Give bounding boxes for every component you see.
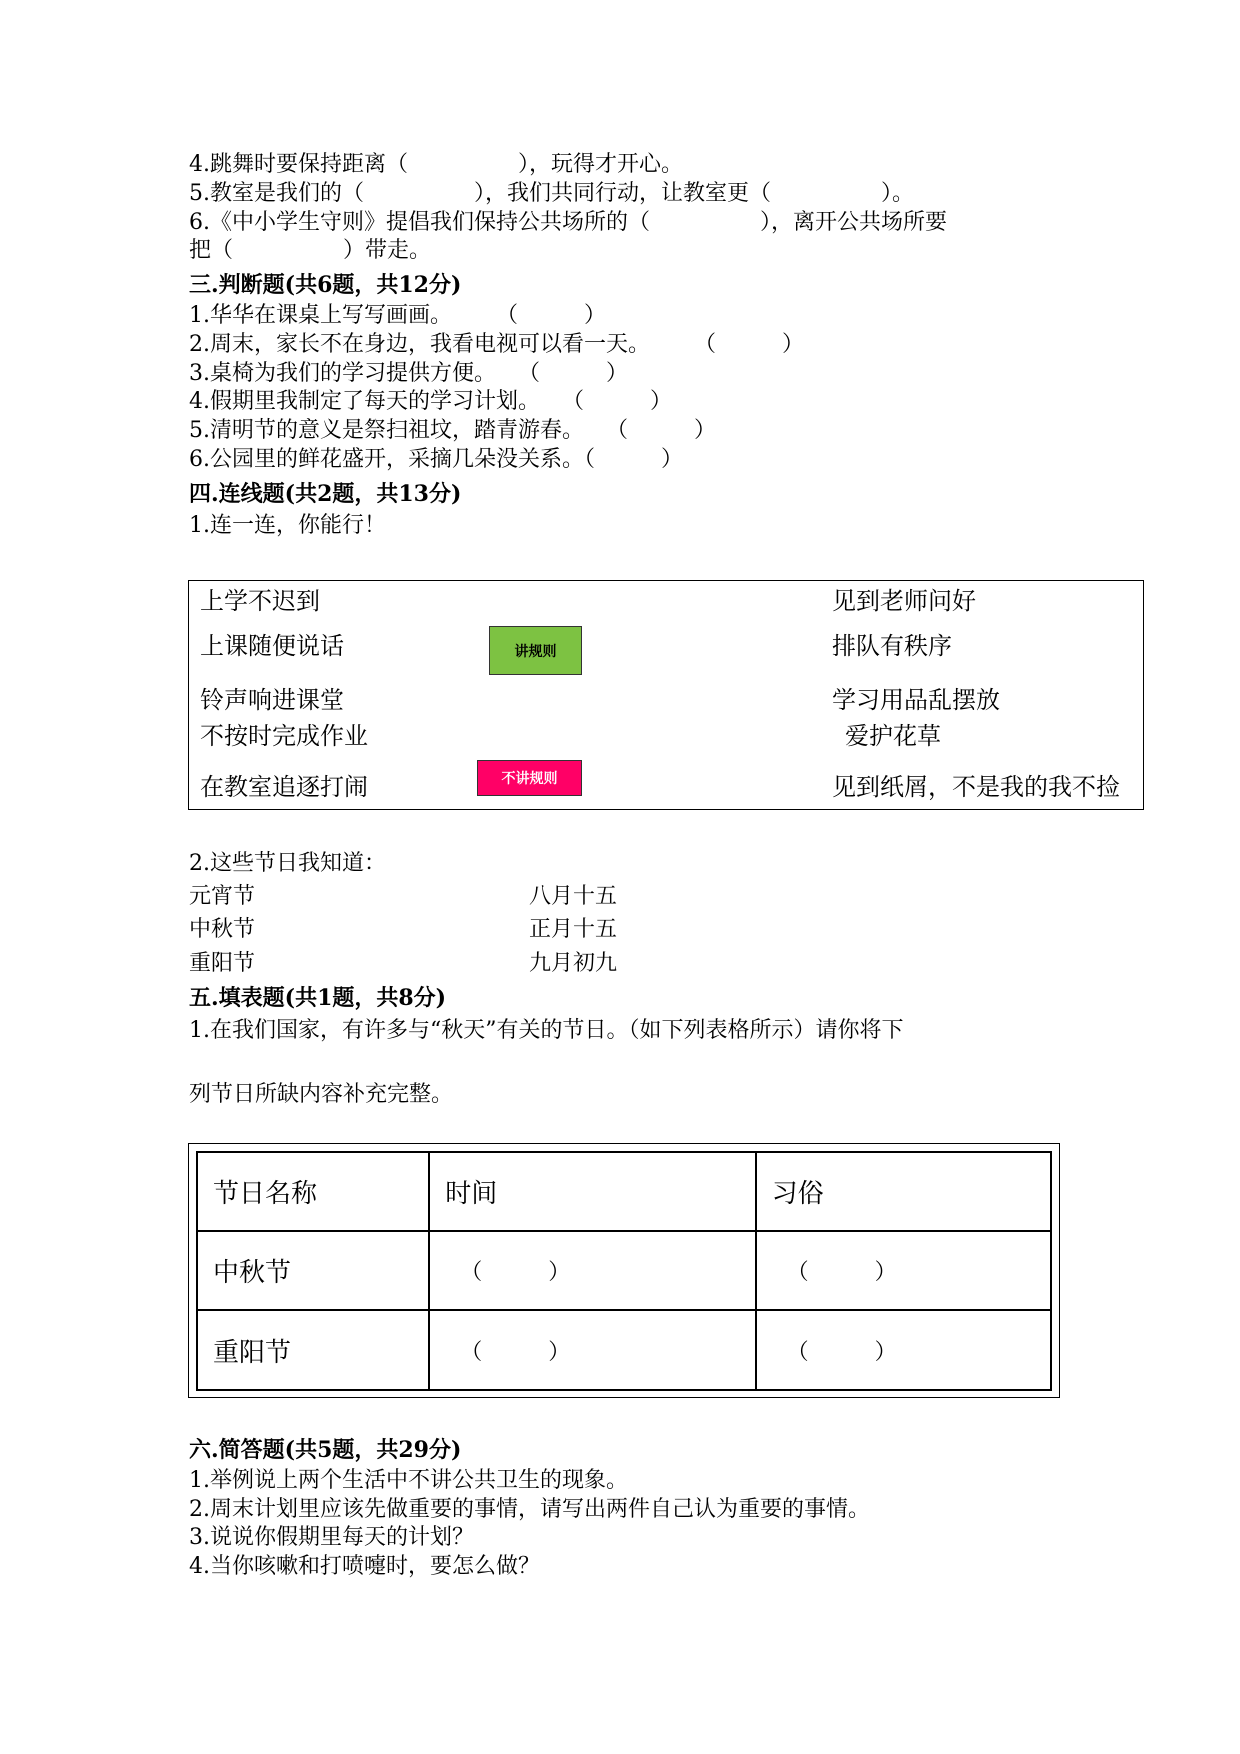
right-item[interactable]: 爱护花草 [845, 722, 941, 750]
festival-name[interactable]: 元宵节 [189, 884, 256, 909]
blank-cell[interactable]: （ ） [756, 1231, 1051, 1311]
right-item[interactable]: 见到老师问好 [832, 587, 976, 615]
judge-item: 3.桌椅为我们的学习提供方便。 （ ） [189, 361, 628, 386]
short-answer-item: 4.当你咳嗽和打喷嚏时，要怎么做？ [189, 1554, 540, 1579]
left-item[interactable]: 上课随便说话 [200, 632, 344, 660]
table-question-line1: 1.在我们国家，有许多与“秋天”有关的节日。（如下列表格所示）请你将下 [189, 1018, 904, 1043]
table-row [197, 1310, 1051, 1390]
match-heading: 四.连线题(共2题，共13分) [189, 481, 462, 507]
match-question-2: 2.这些节日我知道： [189, 851, 386, 876]
table-header-row [197, 1152, 1051, 1231]
table-question-line2: 列节日所缺内容补充完整。 [189, 1082, 454, 1107]
judge-item: 6.公园里的鲜花盛开，采摘几朵没关系。（ ） [189, 447, 683, 472]
fill-question-5: 5.教室是我们的（ ），我们共同行动，让教室更（ ）。 [189, 181, 914, 206]
right-item[interactable]: 学习用品乱摆放 [832, 686, 1000, 714]
table-header-cell: 习俗 [756, 1152, 1051, 1231]
table-heading: 五.填表题(共1题，共8分) [189, 985, 447, 1011]
festival-name[interactable]: 中秋节 [189, 917, 256, 942]
festival-date[interactable]: 九月初九 [529, 951, 618, 976]
table-cell: 重阳节 [197, 1310, 429, 1390]
right-item[interactable]: 排队有秩序 [832, 632, 952, 660]
fill-question-6-line2: 把（ ）带走。 [189, 238, 432, 263]
judge-heading: 三.判断题(共6题，共12分) [189, 272, 462, 298]
table-header-cell: 节日名称 [197, 1152, 429, 1231]
festival-name[interactable]: 重阳节 [189, 951, 256, 976]
table-header-cell: 时间 [429, 1152, 755, 1231]
left-item[interactable]: 上学不迟到 [200, 587, 320, 615]
blank-cell[interactable]: （ ） [429, 1310, 755, 1390]
judge-item: 2.周末，家长不在身边，我看电视可以看一天。 （ ） [189, 332, 804, 357]
follow-rules-button[interactable]: 讲规则 [489, 626, 582, 675]
judge-item: 4.假期里我制定了每天的学习计划。 （ ） [189, 389, 672, 414]
festival-date[interactable]: 八月十五 [529, 884, 618, 909]
short-answer-heading: 六.简答题(共5题，共29分) [189, 1437, 462, 1463]
blank-cell[interactable]: （ ） [429, 1231, 755, 1311]
not-follow-rules-button[interactable]: 不讲规则 [477, 760, 582, 796]
festival-date[interactable]: 正月十五 [529, 917, 618, 942]
festival-table [196, 1151, 1052, 1391]
short-answer-item: 2.周末计划里应该先做重要的事情，请写出两件自己认为重要的事情。 [189, 1497, 870, 1522]
judge-item: 1.华华在课桌上写写画画。 （ ） [189, 303, 606, 328]
left-item[interactable]: 铃声响进课堂 [200, 686, 344, 714]
table-row [197, 1231, 1051, 1311]
left-item[interactable]: 在教室追逐打闹 [200, 773, 368, 801]
fill-question-4: 4.跳舞时要保持距离（ ），玩得才开心。 [189, 152, 683, 177]
left-item[interactable]: 不按时完成作业 [200, 722, 368, 750]
short-answer-item: 1.举例说上两个生活中不讲公共卫生的现象。 [189, 1468, 628, 1493]
short-answer-item: 3.说说你假期里每天的计划？ [189, 1525, 474, 1550]
judge-item: 5.清明节的意义是祭扫祖坟，踏青游春。 （ ） [189, 418, 716, 443]
matching-box [188, 580, 1144, 810]
match-question-1: 1.连一连，你能行！ [189, 513, 386, 538]
table-cell: 中秋节 [197, 1231, 429, 1311]
festival-table-frame [188, 1143, 1060, 1398]
fill-question-6-line1: 6.《中小学生守则》提倡我们保持公共场所的（ ），离开公共场所要 [189, 210, 947, 235]
right-item[interactable]: 见到纸屑，不是我的我不捡 [832, 773, 1120, 801]
blank-cell[interactable]: （ ） [756, 1310, 1051, 1390]
